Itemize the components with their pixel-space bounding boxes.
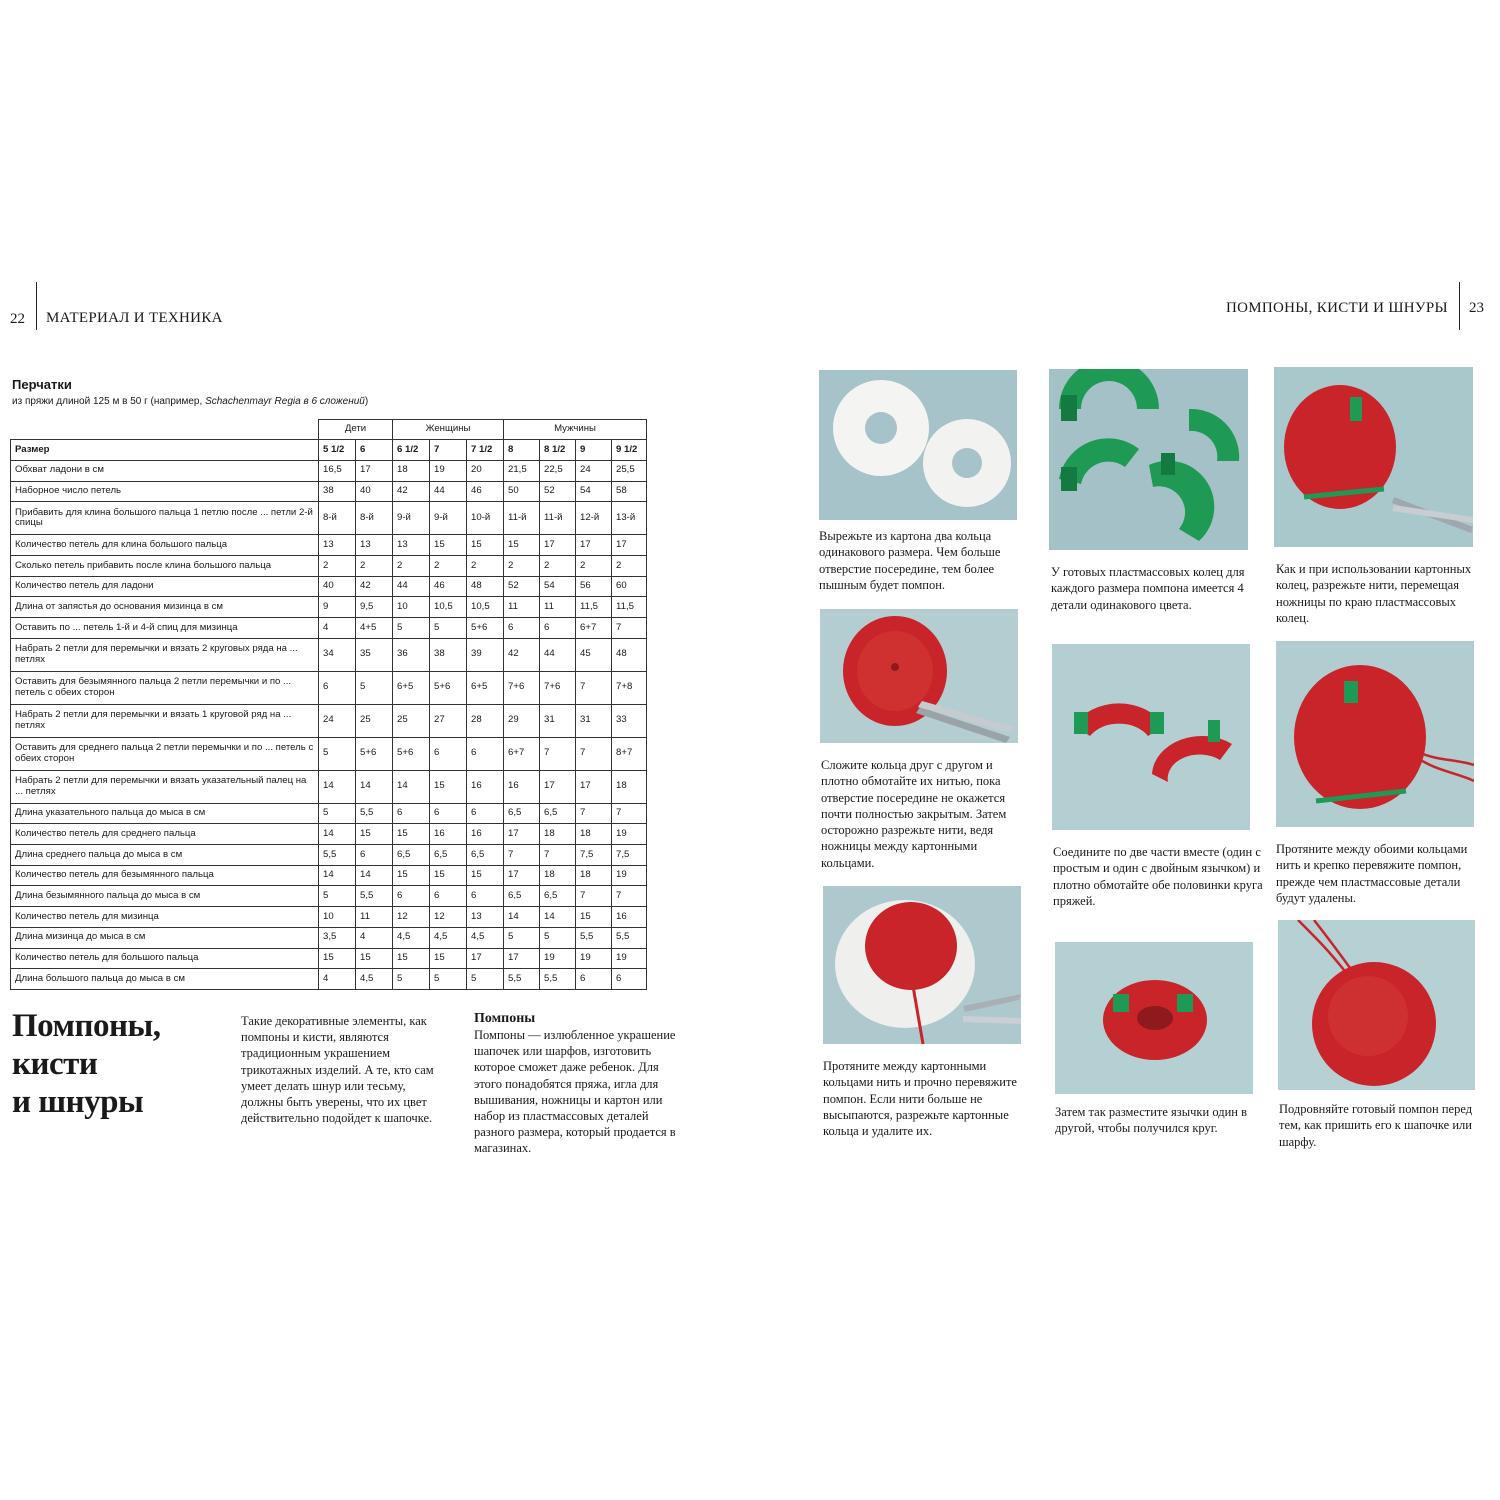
table-cell: 17 [504,948,540,969]
table-cell: 44 [540,638,576,671]
table-cell: 15 [430,865,467,886]
table-cell: 18 [576,865,612,886]
table-row-label: Количество петель для среднего пальца [11,824,319,845]
table-cell: 10 [393,597,430,618]
table-group-row [11,420,647,440]
table-cell: 17 [504,865,540,886]
table-cell: 15 [356,948,393,969]
table-cell: 10,5 [467,597,504,618]
step-caption: Протяните между картонными кольцами нить и прочно перевяжите помпон. Если нити больше не высыпаются, разрежьте картонные кольца и удалите их. [823,1059,1017,1139]
table-cell: 16 [504,770,540,803]
table-cell: 11-й [504,502,540,535]
table-cell: 16 [612,907,647,928]
table-cell: 15 [504,535,540,556]
table-cell: 16 [467,824,504,845]
table-cell: 17 [356,460,393,481]
table-cell: 5 [393,969,430,990]
table-cell: 14 [319,770,356,803]
table-cell: 5 [319,886,356,907]
table-cell: 4 [319,618,356,639]
table-cell: 5,5 [319,845,356,866]
step-photo-plastic-parts [1049,369,1248,550]
table-cell: 5,5 [612,927,647,948]
table-cell: 39 [467,638,504,671]
table-cell: 5 [430,969,467,990]
table-cell: 6 [540,618,576,639]
table-cell: 13 [356,535,393,556]
table-cell: 7 [576,737,612,770]
table-cell: 6 [393,886,430,907]
table-cell: 6 [430,803,467,824]
table-cell: 9-й [430,502,467,535]
table-cell: 29 [504,704,540,737]
table-cell: 5,5 [540,969,576,990]
table-cell: 18 [576,824,612,845]
header-rule-left [36,282,37,330]
table-cell: 27 [430,704,467,737]
step-photo-tying-plastic [1276,641,1474,827]
table-row [11,803,647,824]
table-cell: 6+5 [393,671,430,704]
table-cell: 11-й [540,502,576,535]
table-cell: 15 [393,948,430,969]
table-cell: 5,5 [356,886,393,907]
table-cell: 2 [430,555,467,576]
table-cell: 13 [393,535,430,556]
table-cell: 7 [540,737,576,770]
table-cell: 5,5 [356,803,393,824]
table-cell: 6+7 [504,737,540,770]
table-cell: 2 [356,555,393,576]
table-cell: 42 [393,481,430,502]
table-row [11,948,647,969]
table-cell: 7 [576,671,612,704]
table-cell: 33 [612,704,647,737]
step-caption: Протяните между обоими кольцами нить и крепко перевяжите помпон, прежде чем пластмассовые детали будут удалены. [1276,842,1468,905]
table-cell: 19 [612,948,647,969]
table-cell: 7,5 [576,845,612,866]
table-cell: 17 [576,770,612,803]
table-cell: 9,5 [356,597,393,618]
table-cell: 48 [612,638,647,671]
table-cell: 15 [356,824,393,845]
table-cell: 31 [540,704,576,737]
table-cell: 19 [612,824,647,845]
table-cell: 19 [430,460,467,481]
table-row [11,671,647,704]
table-cell: 2 [393,555,430,576]
table-cell: 14 [356,770,393,803]
table-cell: 6 [356,845,393,866]
table-size-header: 6 1/2 [393,440,430,461]
table-cell: 5 [430,618,467,639]
table-cell: 28 [467,704,504,737]
table-row-label: Количество петель для мизинца [11,907,319,928]
table-cell: 6,5 [540,803,576,824]
table-cell: 18 [612,770,647,803]
table-cell: 24 [319,704,356,737]
table-cell: 19 [576,948,612,969]
table-cell: 14 [393,770,430,803]
table-cell: 11 [504,597,540,618]
table-cell: 13-й [612,502,647,535]
table-cell: 13 [319,535,356,556]
table-cell: 8+7 [612,737,647,770]
step-photo-winding-plastic [1052,644,1250,830]
section-title-line: и шнуры [12,1084,144,1120]
table-cell: 15 [576,907,612,928]
table-cell: 14 [319,824,356,845]
table-cell: 17 [467,948,504,969]
table-cell: 7,5 [612,845,647,866]
table-cell: 2 [319,555,356,576]
step-caption: Как и при использовании картонных колец, разрежьте нити, перемещая ножницы по краю пластмассовых колец. [1276,562,1472,625]
table-cell: 6 [430,886,467,907]
table-group-header: Женщины [393,420,504,440]
gloves-title: Перчатки [12,377,72,392]
left-running-title: МАТЕРИАЛ И ТЕХНИКА [46,310,223,326]
table-row [11,460,647,481]
table-size-header: 7 1/2 [467,440,504,461]
table-cell: 15 [430,948,467,969]
table-cell: 2 [576,555,612,576]
table-cell: 18 [393,460,430,481]
table-cell: 20 [467,460,504,481]
table-cell: 6,5 [540,886,576,907]
table-cell: 7 [576,886,612,907]
table-cell: 54 [576,481,612,502]
table-cell: 7 [504,845,540,866]
table-row [11,618,647,639]
table-cell: 6 [393,803,430,824]
table-cell: 6,5 [504,886,540,907]
table-row [11,481,647,502]
table-row [11,969,647,990]
table-row [11,555,647,576]
table-cell: 45 [576,638,612,671]
table-size-header: 6 [356,440,393,461]
table-cell: 8-й [356,502,393,535]
table-cell: 7 [540,845,576,866]
table-cell: 52 [504,576,540,597]
table-cell: 14 [319,865,356,886]
table-cell: 35 [356,638,393,671]
table-cell: 5 [540,927,576,948]
table-size-label: Размер [11,440,319,461]
table-cell: 24 [576,460,612,481]
table-cell: 4+5 [356,618,393,639]
right-page-number: 23 [1469,300,1484,316]
table-row [11,886,647,907]
table-size-header: 8 [504,440,540,461]
step-photo-ring-assembled [1055,942,1253,1094]
table-cell: 18 [540,865,576,886]
table-row-label: Обхват ладони в см [11,460,319,481]
table-cell: 5 [467,969,504,990]
table-cell: 2 [540,555,576,576]
table-cell: 14 [540,907,576,928]
section-title [12,1007,161,1121]
step-caption: У готовых пластмассовых колец для каждого размера помпона имеется 4 детали одинакового цвета. [1051,565,1245,612]
table-size-header: 9 [576,440,612,461]
table-row-label: Оставить для среднего пальца 2 петли перемычки и по ... петель с обеих сторон [11,737,319,770]
pompons-heading: Помпоны [474,1011,536,1026]
table-cell: 15 [430,770,467,803]
table-group-header: Дети [319,420,393,440]
table-cell: 17 [576,535,612,556]
table-cell: 5+6 [356,737,393,770]
table-row [11,704,647,737]
table-cell: 5 [356,671,393,704]
step-caption: Вырежьте из картона два кольца одинакового размера. Чем больше отверстие посередине, тем более пышным будет помпон. [819,529,1001,592]
table-cell: 25 [356,704,393,737]
table-cell: 4 [319,969,356,990]
table-cell: 22,5 [540,460,576,481]
table-cell: 19 [540,948,576,969]
step-photo-tying-cardboard [823,886,1021,1044]
step-caption: Подровняйте готовый помпон перед тем, как пришить его к шапочке или шарфу. [1279,1102,1473,1149]
table-cell: 6 [319,671,356,704]
table-cell: 46 [467,481,504,502]
table-cell: 58 [612,481,647,502]
table-cell: 34 [319,638,356,671]
table-cell: 14 [356,865,393,886]
table-row-label: Наборное число петель [11,481,319,502]
table-cell: 5,5 [504,969,540,990]
table-size-row [11,440,647,461]
table-row [11,597,647,618]
table-row-label: Длина безымянного пальца до мыса в см [11,886,319,907]
table-cell: 6 [467,737,504,770]
table-size-header: 7 [430,440,467,461]
table-row-label: Количество петель для безымянного пальца [11,865,319,886]
table-row-label: Длина мизинца до мыса в см [11,927,319,948]
table-cell: 8-й [319,502,356,535]
table-cell: 16,5 [319,460,356,481]
table-row-label: Набрать 2 петли для перемычки и вязать 2 круговых ряда на ... петлях [11,638,319,671]
table-cell: 7 [612,618,647,639]
section-title-line: кисти [12,1046,98,1082]
table-size-header: 5 1/2 [319,440,356,461]
pompons-paragraph: Помпоны — излюбленное украшение шапочек или шарфов, изготовить которое сможет даже ребенок. Для этого понадобятся пряжа, игла для вышивания, ножницы и картон или набор из пластмассовых деталей разного размера, который продается в магазинах. [474,1028,676,1156]
table-cell: 40 [356,481,393,502]
table-cell: 6+7 [576,618,612,639]
table-cell: 46 [430,576,467,597]
table-cell: 2 [612,555,647,576]
table-cell: 48 [467,576,504,597]
table-row [11,502,647,535]
step-photo-finished-pompon [1278,920,1475,1090]
table-cell: 5+6 [467,618,504,639]
table-cell: 42 [504,638,540,671]
table-row [11,535,647,556]
table-cell: 44 [430,481,467,502]
table-cell: 6 [612,969,647,990]
table-cell: 7 [612,803,647,824]
table-size-header: 8 1/2 [540,440,576,461]
table-cell: 15 [393,865,430,886]
table-row-label: Прибавить для клина большого пальца 1 петлю после ... петли 2-й спицы [11,502,319,535]
table-cell: 17 [540,770,576,803]
table-cell: 52 [540,481,576,502]
header-rule-right [1459,282,1460,330]
table-cell: 25 [393,704,430,737]
table-cell: 42 [356,576,393,597]
table-group-header: Мужчины [504,420,647,440]
table-cell: 3,5 [319,927,356,948]
table-cell: 25,5 [612,460,647,481]
table-cell: 11 [356,907,393,928]
table-cell: 38 [430,638,467,671]
table-row-label: Длина от запястья до основания мизинца в см [11,597,319,618]
table-row-label: Длина указательного пальца до мыса в см [11,803,319,824]
table-cell: 7 [612,886,647,907]
table-cell: 5 [393,618,430,639]
table-row-label: Количество петель для ладони [11,576,319,597]
table-cell: 12 [430,907,467,928]
table-row-label: Длина среднего пальца до мыса в см [11,845,319,866]
table-cell: 2 [504,555,540,576]
table-cell: 5+6 [393,737,430,770]
table-row-label: Набрать 2 петли для перемычки и вязать 1 круговой ряд на ... петлях [11,704,319,737]
table-cell: 50 [504,481,540,502]
table-cell: 9 [319,597,356,618]
table-cell: 4,5 [393,927,430,948]
table-cell: 17 [612,535,647,556]
step-caption: Затем так разместите язычки один в другой, чтобы получился круг. [1055,1105,1247,1136]
table-cell: 5 [504,927,540,948]
table-cell: 44 [393,576,430,597]
table-cell: 38 [319,481,356,502]
table-cell: 5 [319,803,356,824]
table-cell: 11,5 [576,597,612,618]
table-cell: 36 [393,638,430,671]
table-cell: 5 [319,737,356,770]
table-row [11,737,647,770]
table-cell: 7+8 [612,671,647,704]
step-caption: Сложите кольца друг с другом и плотно обмотайте их нитью, пока отверстие посередине не окажется почти полностью закрытым. Затем осторожно разрежьте нити, ведя ножницы между картонными кольцами. [821,758,1007,870]
table-row [11,770,647,803]
table-cell: 7 [576,803,612,824]
table-row-label: Оставить по ... петель 1-й и 4-й спиц для мизинца [11,618,319,639]
step-photo-winding-cardboard [820,609,1018,743]
table-cell: 16 [467,770,504,803]
table-cell: 12 [393,907,430,928]
table-cell: 56 [576,576,612,597]
step-photo-cardboard-rings [819,370,1017,520]
gloves-size-table [10,419,647,990]
step-caption: Соедините по две части вместе (один с простым и один с двойным язычком) и плотно обмотайте обе половинки круга пряжей. [1053,845,1263,908]
table-cell: 60 [612,576,647,597]
table-cell: 10,5 [430,597,467,618]
table-cell: 10 [319,907,356,928]
table-cell: 6,5 [467,845,504,866]
table-row [11,865,647,886]
table-cell: 31 [576,704,612,737]
right-running-title: ПОМПОНЫ, КИСТИ И ШНУРЫ [1226,300,1448,316]
table-cell: 12-й [576,502,612,535]
table-row-label: Набрать 2 петли для перемычки и вязать указательный палец на ... петлях [11,770,319,803]
table-cell: 15 [467,535,504,556]
step-photo-cutting-plastic [1274,367,1473,547]
table-cell: 15 [430,535,467,556]
table-row-label: Оставить для безымянного пальца 2 петли перемычки и по ... петель с обеих сторон [11,671,319,704]
table-cell: 6 [467,803,504,824]
left-page-number: 22 [10,311,25,327]
table-row-label: Длина большого пальца до мыса в см [11,969,319,990]
table-cell: 4,5 [356,969,393,990]
table-cell: 5,5 [576,927,612,948]
table-cell: 15 [393,824,430,845]
table-cell: 14 [504,907,540,928]
table-cell: 6+5 [467,671,504,704]
section-title-line: Помпоны, [12,1008,161,1044]
table-cell: 16 [430,824,467,845]
table-cell: 13 [467,907,504,928]
table-cell: 4,5 [430,927,467,948]
table-cell: 15 [319,948,356,969]
table-cell: 11,5 [612,597,647,618]
table-cell: 6,5 [393,845,430,866]
table-cell: 15 [467,865,504,886]
gloves-subtitle: из пряжи длиной 125 м в 50 г (например, Schachenmayr Regia в 6 сложений) [12,396,369,407]
table-cell: 6 [430,737,467,770]
table-cell: 6,5 [504,803,540,824]
table-cell: 2 [467,555,504,576]
table-cell: 6 [504,618,540,639]
table-cell: 10-й [467,502,504,535]
table-cell: 21,5 [504,460,540,481]
table-cell: 9-й [393,502,430,535]
table-row [11,824,647,845]
table-cell: 40 [319,576,356,597]
table-row [11,576,647,597]
table-cell: 6 [576,969,612,990]
table-row [11,927,647,948]
table-cell: 4 [356,927,393,948]
table-cell: 17 [540,535,576,556]
table-cell: 6,5 [430,845,467,866]
table-cell: 54 [540,576,576,597]
table-size-header: 9 1/2 [612,440,647,461]
table-cell: 7+6 [504,671,540,704]
table-row [11,845,647,866]
table-corner [11,420,319,440]
table-cell: 6 [467,886,504,907]
intro-paragraph: Такие декоративные элементы, как помпоны и кисти, являются традиционным украшением трикотажных изделий. А те, кто сам умеет делать шнур или тесьму, должны быть уверены, что их цвет действительно подойдет к шапочке. [241,1014,434,1126]
table-row [11,907,647,928]
table-cell: 4,5 [467,927,504,948]
table-row [11,638,647,671]
table-cell: 17 [504,824,540,845]
table-cell: 7+6 [540,671,576,704]
table-cell: 19 [612,865,647,886]
table-cell: 18 [540,824,576,845]
table-row-label: Количество петель для клина большого пальца [11,535,319,556]
table-cell: 11 [540,597,576,618]
table-cell: 5+6 [430,671,467,704]
table-row-label: Сколько петель прибавить после клина большого пальца [11,555,319,576]
table-row-label: Количество петель для большого пальца [11,948,319,969]
